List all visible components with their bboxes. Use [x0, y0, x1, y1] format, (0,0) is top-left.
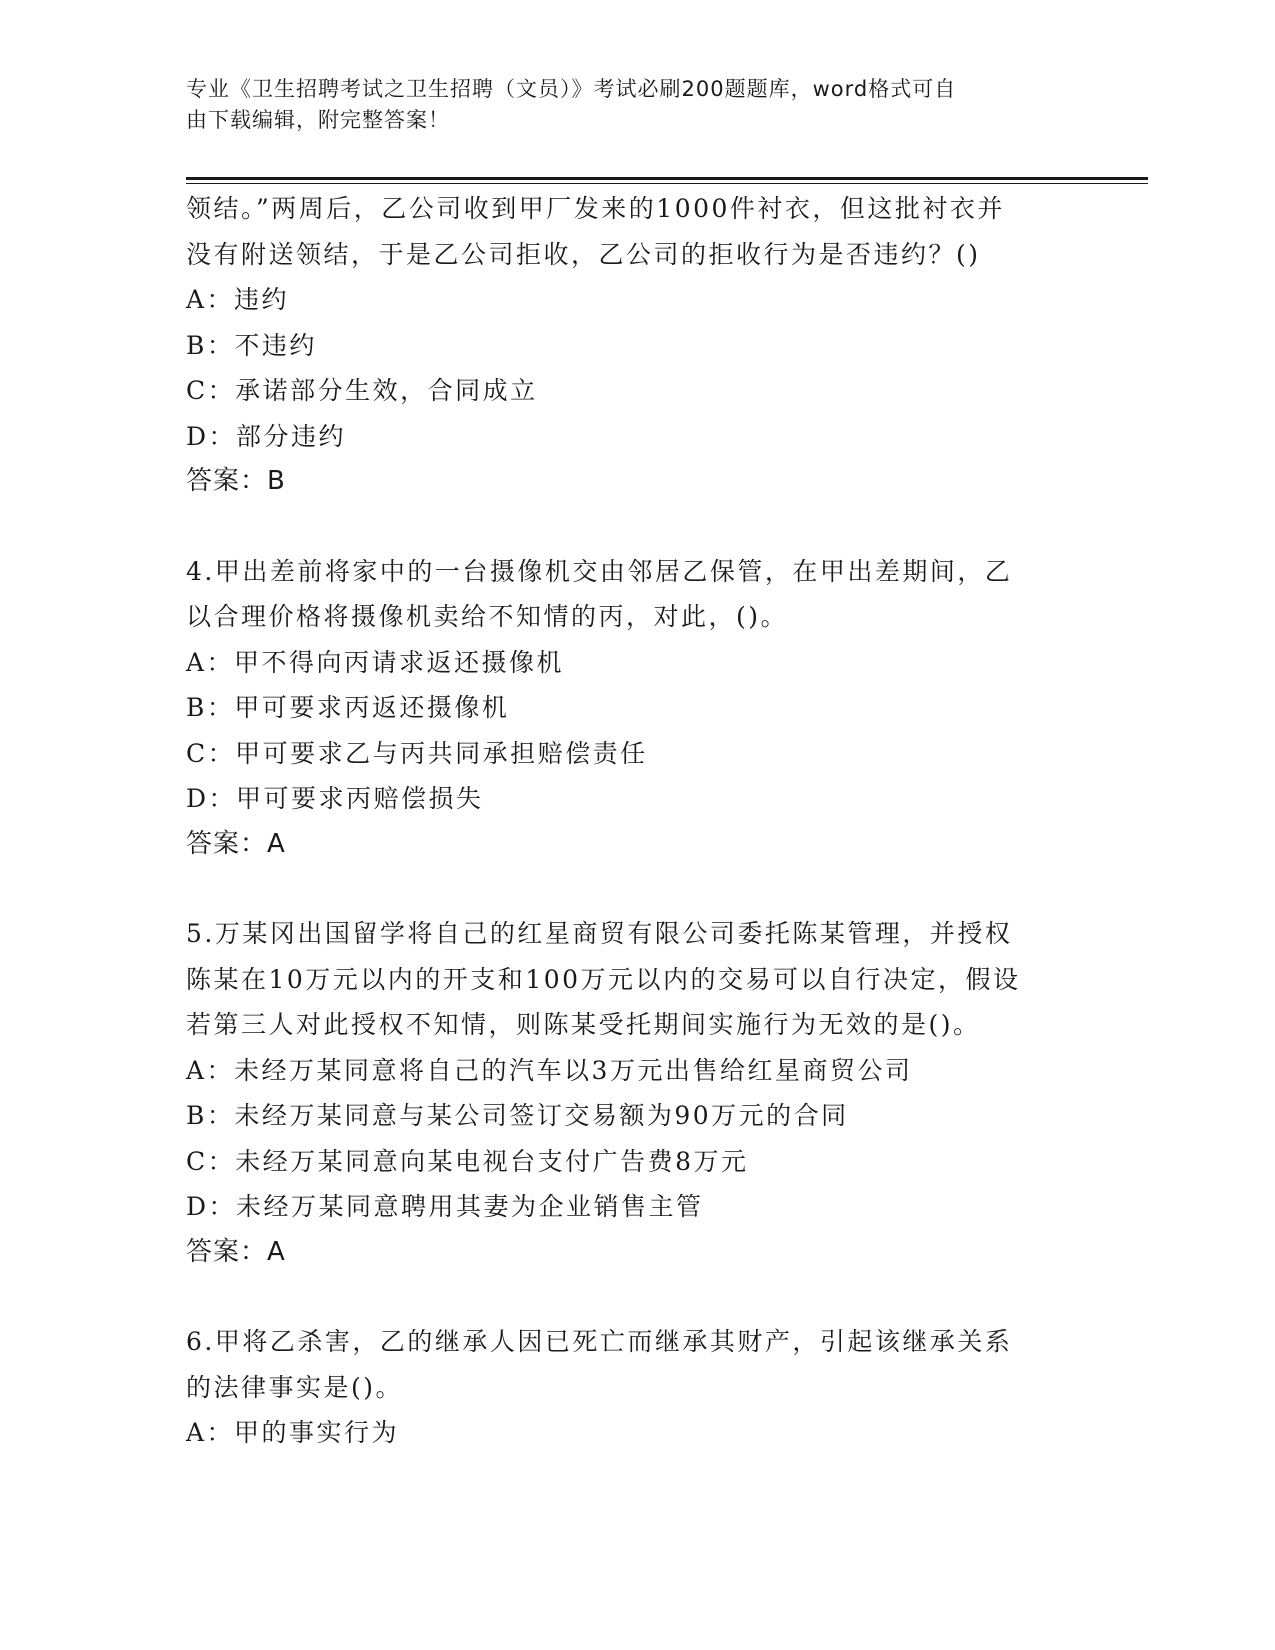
spacer [186, 505, 1066, 549]
question-5-option-d: D：未经万某同意聘用其妻为企业销售主管 [186, 1192, 704, 1221]
question-3-option-d: D：部分违约 [186, 421, 347, 451]
header-title-line-2: 由下载编辑，附完整答案！ [186, 108, 450, 132]
question-6-option-a: A：甲的事实行为 [186, 1418, 400, 1447]
question-5-option-b: B：未经万某同意与某公司签订交易额为90万元的合同 [186, 1101, 849, 1130]
question-5-answer: 答案：A [186, 1236, 286, 1267]
question-3-stem-line-1: 领结。”两周后，乙公司收到甲厂发来的1000件衬衣，但这批衬衣并 [186, 194, 1005, 223]
question-6-stem-line-2: 的法律事实是()。 [186, 1372, 404, 1402]
question-5-option-a: A：未经万某同意将自己的汽车以3万元出售给红星商贸公司 [186, 1055, 913, 1085]
question-4-answer: 答案：A [186, 828, 286, 859]
question-5-option-c: C：未经万某同意向某电视台支付广告费8万元 [186, 1146, 749, 1176]
question-4 [186, 549, 1066, 868]
document-body [186, 186, 1066, 1456]
question-4-option-b: B：甲可要求丙返还摄像机 [186, 693, 510, 722]
question-3-answer: 答案：B [186, 466, 286, 496]
question-3-option-a: A：违约 [186, 285, 290, 314]
question-6 [186, 1319, 1066, 1456]
header-divider-thick [186, 177, 1148, 180]
question-5-stem-line-1: 5.万某冈出国留学将自己的红星商贸有限公司委托陈某管理，并授权 [186, 919, 1013, 948]
spacer [186, 1275, 1066, 1319]
question-4-option-c: C：甲可要求乙与丙共同承担赔偿责任 [186, 738, 648, 768]
header-title-line-1: 专业《卫生招聘考试之卫生招聘（文员）》考试必刷200题题库，word格式可自 [186, 77, 957, 101]
question-5 [186, 911, 1066, 1275]
question-3-option-c: C：承诺部分生效，合同成立 [186, 376, 538, 405]
question-5-stem-line-2: 陈某在10万元以内的开支和100万元以内的交易可以自行决定，假设 [186, 964, 1021, 994]
question-4-option-d: D：甲可要求丙赔偿损失 [186, 784, 484, 813]
question-4-option-a: A：甲不得向丙请求返还摄像机 [186, 647, 565, 677]
question-5-stem-line-3: 若第三人对此授权不知情，则陈某受托期间实施行为无效的是()。 [186, 1010, 981, 1039]
header-divider-thin [186, 183, 1148, 184]
question-3-stem-line-2: 没有附送领结，于是乙公司拒收，乙公司的拒收行为是否违约？() [186, 239, 981, 269]
question-4-stem-line-1: 4.甲出差前将家中的一台摄像机交由邻居乙保管，在甲出差期间，乙 [186, 556, 1013, 586]
question-4-stem-line-2: 以合理价格将摄像机卖给不知情的丙，对此，()。 [186, 602, 789, 631]
spacer [186, 867, 1066, 911]
question-3 [186, 186, 1066, 505]
question-3-option-b: B：不违约 [186, 330, 317, 360]
question-6-stem-line-1: 6.甲将乙杀害，乙的继承人因已死亡而继承其财产，引起该继承关系 [186, 1327, 1013, 1356]
document-header [186, 74, 1066, 136]
